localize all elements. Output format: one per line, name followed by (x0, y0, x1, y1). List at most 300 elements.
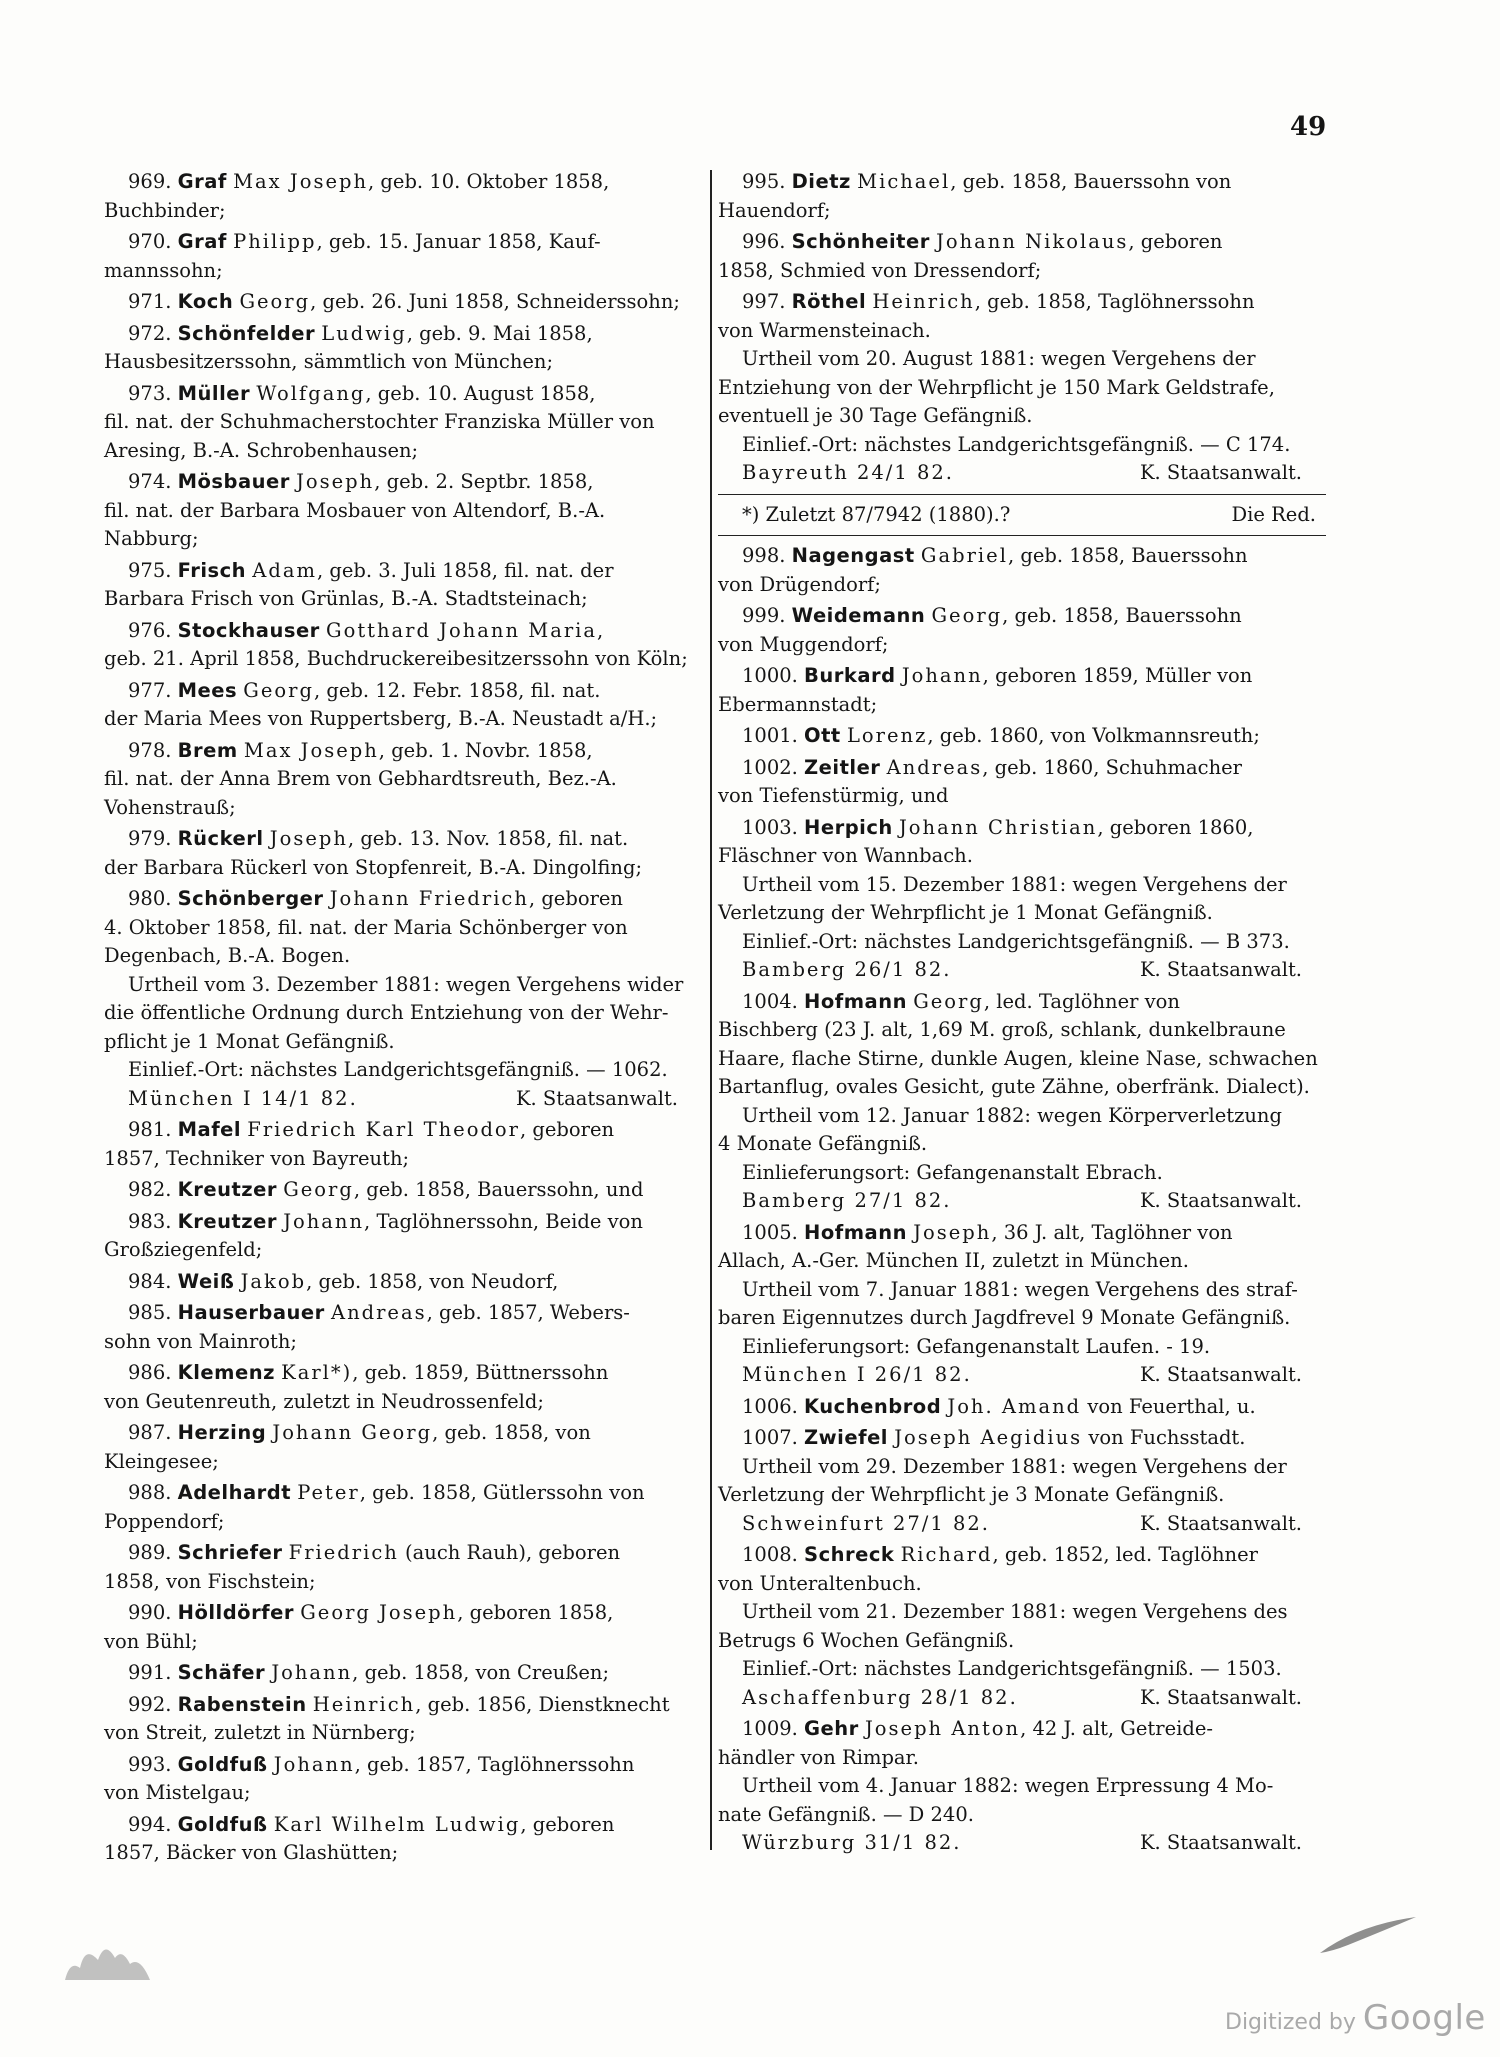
entry-line: 1857, Bäcker von Glashütten; (104, 1841, 399, 1864)
entry-surname: Weiß (177, 1269, 235, 1293)
entry-given-name: Georg Joseph (300, 1601, 458, 1624)
entry-heading (718, 542, 1326, 571)
entry-surname: Weidemann (791, 604, 926, 627)
entry-line: von Drügendorf; (718, 572, 881, 596)
entry-details: , geb. 1858, von (432, 1421, 591, 1444)
entry-surname: Koch (177, 290, 234, 313)
entry-details: , geb. 3. Juli 1858, fil. nat. der (316, 558, 614, 582)
entry-heading (104, 1659, 702, 1688)
entry-surname: Schönheiter (791, 230, 930, 253)
entry-number: 988. (128, 1481, 172, 1504)
register-entry (718, 662, 1326, 719)
entry-surname: Brem (177, 738, 238, 762)
entry-surname: Schäfer (177, 1661, 266, 1684)
entry-given-name: Lorenz (846, 724, 928, 747)
register-entry (104, 1751, 702, 1808)
entry-number: 990. (128, 1601, 172, 1624)
entry-heading (104, 1599, 702, 1628)
entry-surname: Stockhauser (177, 618, 320, 642)
entry-number: 977. (128, 678, 172, 702)
entry-heading (104, 168, 702, 197)
entry-surname: Hauserbauer (177, 1301, 325, 1324)
entry-surname: Müller (177, 381, 251, 405)
entry-number: 986. (128, 1361, 172, 1384)
entry-surname: Schriefer (177, 1541, 283, 1564)
entry-surname: Zeitler (804, 755, 881, 779)
entry-number: 987. (128, 1421, 172, 1444)
entry-number: 971. (128, 290, 172, 313)
entry-number: 982. (128, 1178, 172, 1201)
footnote-rule (718, 494, 1326, 495)
entry-details: , led. Taglöhner von (983, 989, 1180, 1013)
entry-line: sohn von Mainroth; (104, 1329, 297, 1353)
entry-given-name: Johann (271, 1661, 353, 1684)
verdict-line: Urtheil vom 21. Dezember 1881: wegen Vergehens des (742, 1600, 1288, 1623)
register-entry (104, 1116, 702, 1173)
entry-line: 1858, von Fischstein; (104, 1569, 316, 1593)
entry-details: , geb. 1858, Bauerssohn (1002, 604, 1242, 627)
signature-line (718, 1684, 1326, 1713)
entry-heading (104, 1116, 702, 1145)
signature-authority: K. Staatsanwalt. (1139, 1685, 1302, 1709)
entry-heading (718, 1715, 1326, 1744)
entry-given-name: Wolfgang (256, 381, 366, 405)
entry-line: von Bühl; (104, 1629, 198, 1653)
signature-city-date: Bayreuth 24/1 82. (742, 461, 954, 484)
register-entry (104, 617, 702, 674)
register-entry (718, 168, 1326, 225)
entry-heading (718, 228, 1326, 257)
entry-heading (104, 1419, 702, 1448)
entry-given-name: Joseph (269, 827, 348, 850)
register-entry (718, 542, 1326, 599)
entry-surname: Mees (177, 678, 238, 702)
entry-number: 985. (128, 1301, 172, 1324)
entry-heading (104, 1176, 702, 1205)
entry-number: 970. (128, 230, 172, 253)
signature-city-date: Aschaffenburg 28/1 82. (742, 1685, 1018, 1709)
entry-number: 1004. (742, 989, 798, 1013)
entry-details: , geb. 26. Juni 1858, Schneiderssohn; (310, 290, 680, 313)
entry-surname: Goldfuß (177, 1812, 268, 1836)
entry-heading (718, 1219, 1326, 1248)
entry-number: 980. (128, 887, 172, 910)
entry-line: 1858, Schmied von Dressendorf; (718, 258, 1042, 282)
footnote-text: *) Zuletzt 87/7942 (1880).? (742, 502, 1011, 526)
entry-given-name: Gotthard Johann Maria (326, 618, 598, 642)
entry-details: , Taglöhnerssohn, Beide von (364, 1209, 643, 1233)
entry-line: Nabburg; (104, 527, 199, 550)
entry-surname: Herpich (804, 815, 893, 839)
register-entry (718, 1219, 1326, 1390)
entry-number: 992. (128, 1692, 172, 1716)
left-column (104, 168, 702, 1871)
entry-details: , geb. 1860, von Volkmannsreuth; (927, 724, 1260, 747)
entry-number: 999. (742, 604, 786, 627)
entry-given-name: Johann Nikolaus (936, 230, 1129, 253)
entry-line: Aresing, B.-A. Schrobenhausen; (104, 438, 419, 462)
entry-number: 975. (128, 558, 172, 582)
footnote-source: Die Red. (1231, 502, 1316, 526)
entry-details: , geboren 1858, (457, 1601, 614, 1624)
entry-given-name: Joseph Aegidius (894, 1426, 1083, 1449)
entry-surname: Kreutzer (177, 1178, 277, 1201)
entry-details: , geb. 1858, Bauerssohn (1007, 544, 1248, 567)
entry-given-name: Georg (913, 989, 984, 1013)
entry-given-name: Adam (252, 558, 317, 582)
entry-given-name: Michael (857, 170, 951, 193)
register-entry (104, 557, 702, 614)
entry-details: , geboren (520, 1812, 615, 1836)
register-entry (104, 288, 702, 317)
entry-heading (718, 288, 1326, 317)
entry-line: Bartanflug, ovales Gesicht, gute Zähne, oberfränk. Dialect). (718, 1075, 1310, 1098)
entry-line: Hauendorf; (718, 198, 831, 222)
signature-authority: K. Staatsanwalt. (1139, 1363, 1302, 1386)
entry-details: , geb. 1858, von Creußen; (352, 1661, 610, 1684)
digitized-watermark (1225, 1998, 1486, 2038)
entry-line: Vohenstrauß; (104, 795, 236, 819)
entry-line: Degenbach, B.-A. Bogen. (104, 944, 351, 967)
verdict-line: Urtheil vom 3. Dezember 1881: wegen Vergehens wider (128, 972, 684, 996)
entry-given-name: Johann Georg (272, 1421, 433, 1444)
register-entry (104, 1599, 702, 1656)
entry-given-name: Jakob (240, 1269, 307, 1293)
entry-line: Poppendorf; (104, 1509, 225, 1533)
entry-details: , geb. 1852, led. Taglöhner (992, 1543, 1258, 1566)
signature-authority: K. Staatsanwalt. (1139, 1831, 1302, 1854)
verdict-line: eventuell je 30 Tage Gefängniß. (718, 404, 1033, 427)
register-entry (104, 677, 702, 734)
register-entry (718, 754, 1326, 811)
entry-number: 1002. (742, 755, 798, 779)
register-entry (718, 988, 1326, 1216)
entry-heading (104, 468, 702, 497)
entry-line: fil. nat. der Anna Brem von Gebhardtsreuth, Bez.-A. (104, 767, 617, 790)
entry-details: , geb. 1858, Gütlerssohn von (359, 1481, 645, 1504)
entry-line: Allach, A.-Ger. München II, zuletzt in München. (718, 1249, 1189, 1272)
entry-heading (104, 320, 702, 349)
register-entry (104, 1539, 702, 1596)
verdict-line: die öffentliche Ordnung durch Entziehung von der Wehr- (104, 1001, 669, 1024)
register-entry (104, 320, 702, 377)
signature-line (718, 459, 1326, 488)
entry-heading (718, 754, 1326, 783)
entry-line: Kleingesee; (104, 1449, 219, 1473)
register-entry (104, 1268, 702, 1297)
delivery-location: Einlief.-Ort: nächstes Landgerichtsgefängniß. — B 373. (742, 929, 1290, 953)
register-entry (718, 1393, 1326, 1422)
entry-details: , geb. 1. Novbr. 1858, (378, 738, 593, 762)
entry-line: mannssohn; (104, 258, 223, 282)
signature-city-date: Schweinfurt 27/1 82. (742, 1511, 990, 1535)
signature-line (718, 1829, 1326, 1858)
entry-surname: Mafel (177, 1118, 242, 1141)
entry-surname: Adelhardt (177, 1481, 292, 1504)
verdict-line: Verletzung der Wehrpflicht je 3 Monate Gefängniß. (718, 1483, 1225, 1506)
entry-line: Barbara Frisch von Grünlas, B.-A. Stadtsteinach; (104, 587, 588, 610)
entry-number: 993. (128, 1752, 172, 1776)
register-entry (718, 288, 1326, 488)
entry-given-name: Karl*) (281, 1361, 353, 1384)
entry-number: 995. (742, 170, 786, 193)
entry-surname: Dietz (791, 170, 851, 193)
entry-number: 1008. (742, 1543, 798, 1566)
delivery-location: Einlieferungsort: Gefangenanstalt Laufen. - 19. (742, 1334, 1211, 1358)
entry-details: , (597, 618, 604, 642)
entry-given-name: Andreas (330, 1301, 427, 1324)
entry-line: händler von Rimpar. (718, 1745, 919, 1769)
verdict-line: nate Gefängniß. — D 240. (718, 1802, 974, 1826)
entry-surname: Rückerl (177, 827, 264, 850)
entry-details: , geb. 1856, Dienstknecht (415, 1692, 670, 1716)
entry-heading (718, 168, 1326, 197)
entry-surname: Kreutzer (177, 1209, 277, 1233)
signature-city-date: München I 26/1 82. (742, 1363, 972, 1386)
entry-surname: Herzing (177, 1421, 267, 1444)
register-entry (718, 228, 1326, 285)
entry-line: von Geutenreuth, zuletzt in Neudrossenfeld; (104, 1389, 544, 1413)
entry-surname: Mösbauer (177, 470, 290, 493)
signature-line (718, 1510, 1326, 1539)
entry-details: , geb. 1860, Schuhmacher (982, 755, 1243, 779)
entry-number: 984. (128, 1269, 172, 1293)
entry-given-name: Joh. Amand (947, 1394, 1082, 1418)
entry-surname: Röthel (791, 290, 867, 313)
entry-heading (104, 1691, 702, 1720)
verdict-line: Urtheil vom 12. Januar 1882: wegen Körperverletzung (742, 1103, 1282, 1127)
entry-surname: Kuchenbrod (804, 1394, 942, 1418)
entry-given-name: Georg (239, 290, 311, 313)
entry-details: , geb. 1858, Bauerssohn, und (353, 1178, 644, 1201)
entry-given-name: Johann (273, 1752, 355, 1776)
entry-details: von Feuerthal, u. (1081, 1394, 1256, 1418)
entry-line: von Warmensteinach. (718, 318, 931, 342)
entry-details: , geb. 1858, Bauerssohn von (950, 170, 1232, 193)
feather-mark (1318, 1915, 1418, 1955)
entry-surname: Goldfuß (177, 1752, 268, 1776)
register-entry (104, 1479, 702, 1536)
register-entry (718, 602, 1326, 659)
entry-given-name: Ludwig (321, 321, 407, 345)
delivery-location: Einlieferungsort: Gefangenanstalt Ebrach. (742, 1160, 1163, 1184)
entry-details: (auch Rauh), geboren (398, 1541, 621, 1564)
entry-heading (718, 602, 1326, 631)
entry-details: , geb. 12. Febr. 1858, fil. nat. (313, 678, 601, 702)
ink-smudge (60, 1930, 155, 1985)
entry-number: 972. (128, 321, 172, 345)
signature-authority: K. Staatsanwalt. (1139, 461, 1302, 484)
delivery-location: Einlief.-Ort: nächstes Landgerichtsgefängniß. — 1062. (128, 1058, 668, 1081)
entry-surname: Schönfelder (177, 321, 316, 345)
entry-number: 981. (128, 1118, 172, 1141)
verdict-line: Urtheil vom 7. Januar 1881: wegen Vergehens des straf- (742, 1277, 1298, 1301)
entry-number: 998. (742, 544, 786, 567)
signature-city-date: Bamberg 26/1 82. (742, 958, 952, 981)
register-entry (104, 885, 702, 1113)
entry-number: 996. (742, 230, 786, 253)
entry-given-name: Johann Friedrich (329, 887, 529, 910)
entry-surname: Schönberger (177, 887, 324, 910)
right-column (718, 168, 1326, 1861)
entry-number: 1005. (742, 1220, 798, 1244)
entry-heading (718, 1424, 1326, 1453)
entry-heading (104, 677, 702, 706)
entry-given-name: Heinrich (312, 1692, 416, 1716)
entry-number: 989. (128, 1541, 172, 1564)
entry-details: , geb. 1858, von Neudorf, (306, 1269, 559, 1293)
entry-number: 1007. (742, 1426, 798, 1449)
entry-details: , geb. 9. Mai 1858, (406, 321, 593, 345)
entry-details: , geb. 1857, Webers- (426, 1301, 630, 1324)
entry-line: von Muggendorf; (718, 632, 889, 656)
entry-given-name: Karl Wilhelm Ludwig (273, 1812, 521, 1836)
register-entry (104, 380, 702, 466)
register-entry (718, 814, 1326, 985)
entry-line: von Unteraltenbuch. (718, 1571, 922, 1595)
entry-heading (104, 1539, 702, 1568)
entry-details: , geb. 13. Nov. 1858, fil. nat. (347, 827, 629, 850)
register-entry (718, 722, 1326, 751)
entry-heading (104, 1811, 702, 1840)
entry-given-name: Johann (901, 664, 983, 687)
entry-heading (104, 1359, 702, 1388)
verdict-line: pflicht je 1 Monat Gefängniß. (104, 1029, 395, 1053)
entry-surname: Schreck (804, 1543, 895, 1566)
entry-surname: Hölldörfer (177, 1601, 295, 1624)
entry-given-name: Gabriel (920, 544, 1008, 567)
signature-city-date: Bamberg 27/1 82. (742, 1189, 952, 1212)
entry-details: , geboren (519, 1118, 615, 1141)
entry-heading (104, 825, 702, 854)
entry-heading (104, 228, 702, 257)
entry-line: Haare, flache Stirne, dunkle Augen, kleine Nase, schwachen (718, 1046, 1318, 1070)
entry-line: 1857, Techniker von Bayreuth; (104, 1146, 410, 1170)
entry-surname: Graf (177, 170, 227, 193)
entry-line: Bischberg (23 J. alt, 1,69 M. groß, schlank, dunkelbraune (718, 1018, 1286, 1041)
entry-details: von Fuchsstadt. (1082, 1426, 1246, 1449)
entry-line: der Maria Mees von Ruppertsberg, B.-A. Neustadt a/H.; (104, 707, 658, 730)
entry-surname: Hofmann (804, 989, 907, 1013)
register-entry (104, 1176, 702, 1205)
column-divider (710, 170, 712, 1850)
register-entry (104, 1691, 702, 1748)
entry-details: , geb. 1858, Taglöhnerssohn (974, 290, 1255, 313)
verdict-line: Urtheil vom 4. Januar 1882: wegen Erpressung 4 Mo- (742, 1774, 1274, 1797)
entry-number: 1009. (742, 1717, 798, 1740)
entry-heading (104, 557, 702, 586)
entry-heading (718, 662, 1326, 691)
entry-given-name: Joseph (296, 470, 375, 493)
footnote (718, 501, 1326, 530)
entry-line: von Mistelgau; (104, 1781, 251, 1804)
entry-given-name: Georg (931, 604, 1003, 627)
entry-number: 997. (742, 290, 786, 313)
signature-authority: K. Staatsanwalt. (1139, 958, 1302, 981)
entry-number: 1003. (742, 815, 798, 839)
signature-line (718, 1361, 1326, 1390)
entry-surname: Ott (804, 724, 841, 747)
signature-line (718, 1187, 1326, 1216)
entry-line: Großziegenfeld; (104, 1238, 263, 1261)
entry-given-name: Georg (243, 678, 314, 702)
entry-given-name: Peter (297, 1481, 360, 1504)
entry-details: , geb. 2. Septbr. 1858, (374, 470, 594, 493)
entry-number: 1006. (742, 1394, 798, 1418)
entry-given-name: Richard (900, 1543, 993, 1566)
entry-heading (104, 288, 702, 317)
entry-details: , geboren 1860, (1097, 815, 1254, 839)
entry-given-name: Heinrich (872, 290, 975, 313)
entry-surname: Frisch (177, 558, 247, 582)
entry-line: Ebermannstadt; (718, 692, 878, 716)
entry-given-name: Joseph Anton (864, 1717, 1021, 1740)
register-entry (104, 1419, 702, 1476)
verdict-line: Betrugs 6 Wochen Gefängniß. (718, 1628, 1015, 1652)
entry-heading (718, 1541, 1326, 1570)
register-entry (718, 1424, 1326, 1538)
register-entry (104, 1359, 702, 1416)
entry-heading (104, 737, 702, 766)
entry-details: , 42 J. alt, Getreide- (1020, 1717, 1213, 1740)
verdict-line: baren Eigennutzes durch Jagdfrevel 9 Monate Gefängniß. (718, 1306, 1291, 1329)
entry-heading (104, 1208, 702, 1237)
entry-line: Fläschner von Wannbach. (718, 844, 973, 867)
entry-heading (718, 814, 1326, 843)
entry-given-name: Friedrich Karl Theodor (247, 1118, 520, 1141)
footnote-rule (718, 535, 1326, 536)
entry-number: 969. (128, 170, 172, 193)
register-entry (104, 168, 702, 225)
register-entry (718, 1715, 1326, 1858)
entry-details: , 36 J. alt, Taglöhner von (991, 1220, 1233, 1244)
entry-heading (104, 1751, 702, 1780)
entry-details: , geboren (1128, 230, 1223, 253)
entry-given-name: Andreas (886, 755, 983, 779)
entry-line: geb. 21. April 1858, Buchdruckereibesitzerssohn von Köln; (104, 647, 688, 670)
entry-number: 973. (128, 381, 172, 405)
signature-line (104, 1085, 702, 1114)
entry-details: , geboren 1859, Müller von (982, 664, 1253, 687)
watermark-brand: Google (1362, 1998, 1486, 2038)
entry-number: 1001. (742, 724, 798, 747)
delivery-location: Einlief.-Ort: nächstes Landgerichtsgefängniß. — 1503. (742, 1657, 1282, 1680)
entry-heading (104, 885, 702, 914)
entry-number: 1000. (742, 664, 798, 687)
entry-heading (718, 722, 1326, 751)
entry-details: , geb. 10. Oktober 1858, (368, 170, 610, 193)
signature-city-date: München I 14/1 82. (128, 1086, 358, 1110)
entry-number: 991. (128, 1661, 172, 1684)
entry-given-name: Joseph (913, 1220, 992, 1244)
entry-given-name: Johann Christian (898, 815, 1098, 839)
entry-surname: Rabenstein (177, 1692, 307, 1716)
register-entry (104, 737, 702, 823)
signature-line (718, 956, 1326, 985)
entry-number: 994. (128, 1812, 172, 1836)
entry-surname: Klemenz (177, 1361, 275, 1384)
entry-surname: Graf (177, 230, 227, 253)
entry-heading (104, 617, 702, 646)
verdict-line: Urtheil vom 29. Dezember 1881: wegen Vergehens der (742, 1454, 1287, 1478)
entry-given-name: Friedrich (288, 1541, 399, 1564)
entry-number: 976. (128, 618, 172, 642)
entry-heading (104, 1299, 702, 1328)
entry-number: 974. (128, 470, 172, 493)
entry-line: 4. Oktober 1858, fil. nat. der Maria Schönberger von (104, 915, 628, 939)
page-number: 49 (1290, 112, 1327, 142)
entry-surname: Zwiefel (804, 1426, 888, 1449)
